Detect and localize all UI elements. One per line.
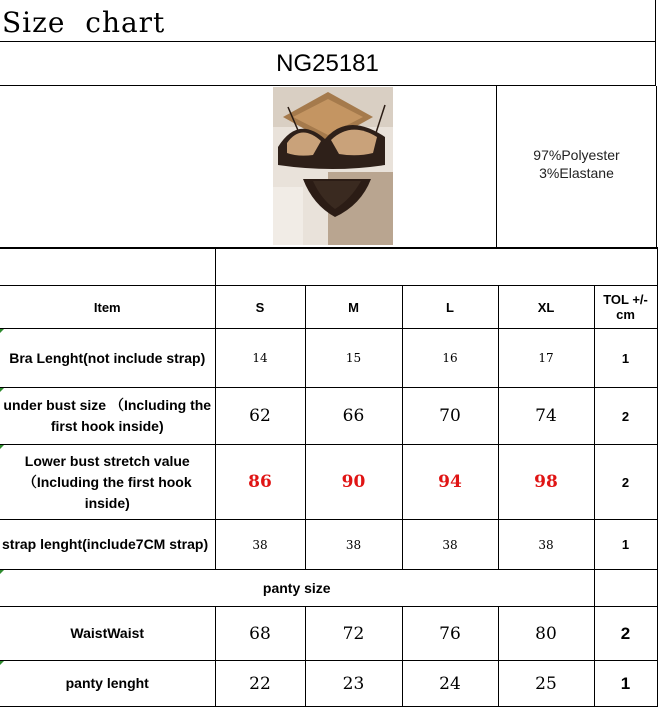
value-cell-highlight: 90 bbox=[305, 445, 402, 520]
value-cell: 38 bbox=[215, 520, 305, 570]
value-cell-highlight: 86 bbox=[215, 445, 305, 520]
row-label-under-bust: under bust size （Including the first hook inside) bbox=[0, 388, 215, 445]
blank-cell bbox=[594, 570, 657, 607]
value-cell: 66 bbox=[305, 388, 402, 445]
value-cell: 38 bbox=[402, 520, 498, 570]
value-cell: 38 bbox=[305, 520, 402, 570]
table-header-row bbox=[0, 286, 657, 329]
value-cell: 80 bbox=[498, 607, 594, 661]
table-row bbox=[0, 445, 657, 520]
value-cell: 14 bbox=[215, 329, 305, 388]
tolerance-cell: 1 bbox=[594, 520, 657, 570]
tolerance-cell: 1 bbox=[594, 661, 657, 707]
table-row bbox=[0, 388, 657, 445]
row-label-waist: WaistWaist bbox=[0, 607, 215, 661]
row-label-lower-bust-stretch: Lower bust stretch value （Including the first hook inside) bbox=[0, 445, 215, 520]
value-cell: 76 bbox=[402, 607, 498, 661]
tolerance-cell: 2 bbox=[594, 388, 657, 445]
table-row bbox=[0, 607, 657, 661]
table-row bbox=[0, 661, 657, 707]
column-header-s: S bbox=[215, 286, 305, 329]
value-cell: 17 bbox=[498, 329, 594, 388]
table-row bbox=[0, 520, 657, 570]
tolerance-cell: 2 bbox=[594, 607, 657, 661]
column-header-l: L bbox=[402, 286, 498, 329]
fabric-elastane: 3%Elastane bbox=[539, 165, 614, 181]
photo-cell bbox=[0, 86, 497, 247]
column-header-item: Item bbox=[0, 286, 215, 329]
fabric-cell bbox=[497, 86, 657, 247]
tolerance-cell: 2 bbox=[594, 445, 657, 520]
blank-cell bbox=[0, 249, 215, 286]
size-chart-title: Size chart bbox=[0, 0, 656, 42]
panty-section-row bbox=[0, 570, 657, 607]
fabric-composition bbox=[497, 146, 656, 182]
value-cell: 15 bbox=[305, 329, 402, 388]
table-row-blank bbox=[0, 249, 657, 286]
value-cell: 70 bbox=[402, 388, 498, 445]
value-cell: 68 bbox=[215, 607, 305, 661]
size-table bbox=[0, 248, 658, 707]
value-cell-highlight: 94 bbox=[402, 445, 498, 520]
blank-cell-wide bbox=[215, 249, 657, 286]
value-cell: 72 bbox=[305, 607, 402, 661]
product-photo bbox=[273, 87, 393, 245]
value-cell: 22 bbox=[215, 661, 305, 707]
column-header-xl: XL bbox=[498, 286, 594, 329]
column-header-tolerance: TOL +/-cm bbox=[594, 286, 657, 329]
value-cell: 38 bbox=[498, 520, 594, 570]
tolerance-cell: 1 bbox=[594, 329, 657, 388]
value-cell: 24 bbox=[402, 661, 498, 707]
value-cell: 23 bbox=[305, 661, 402, 707]
panty-size-heading: panty size bbox=[0, 570, 594, 607]
table-row bbox=[0, 329, 657, 388]
fabric-polyester: 97%Polyester bbox=[533, 147, 620, 163]
row-label-bra-length: Bra Lenght(not include strap) bbox=[0, 329, 215, 388]
value-cell: 62 bbox=[215, 388, 305, 445]
photo-row bbox=[0, 86, 658, 248]
value-cell-highlight: 98 bbox=[498, 445, 594, 520]
column-header-m: M bbox=[305, 286, 402, 329]
value-cell: 74 bbox=[498, 388, 594, 445]
value-cell: 25 bbox=[498, 661, 594, 707]
model-number: NG25181 bbox=[0, 42, 656, 86]
row-label-panty-length: panty lenght bbox=[0, 661, 215, 707]
value-cell: 16 bbox=[402, 329, 498, 388]
row-label-strap-length: strap lenght(include7CM strap) bbox=[0, 520, 215, 570]
